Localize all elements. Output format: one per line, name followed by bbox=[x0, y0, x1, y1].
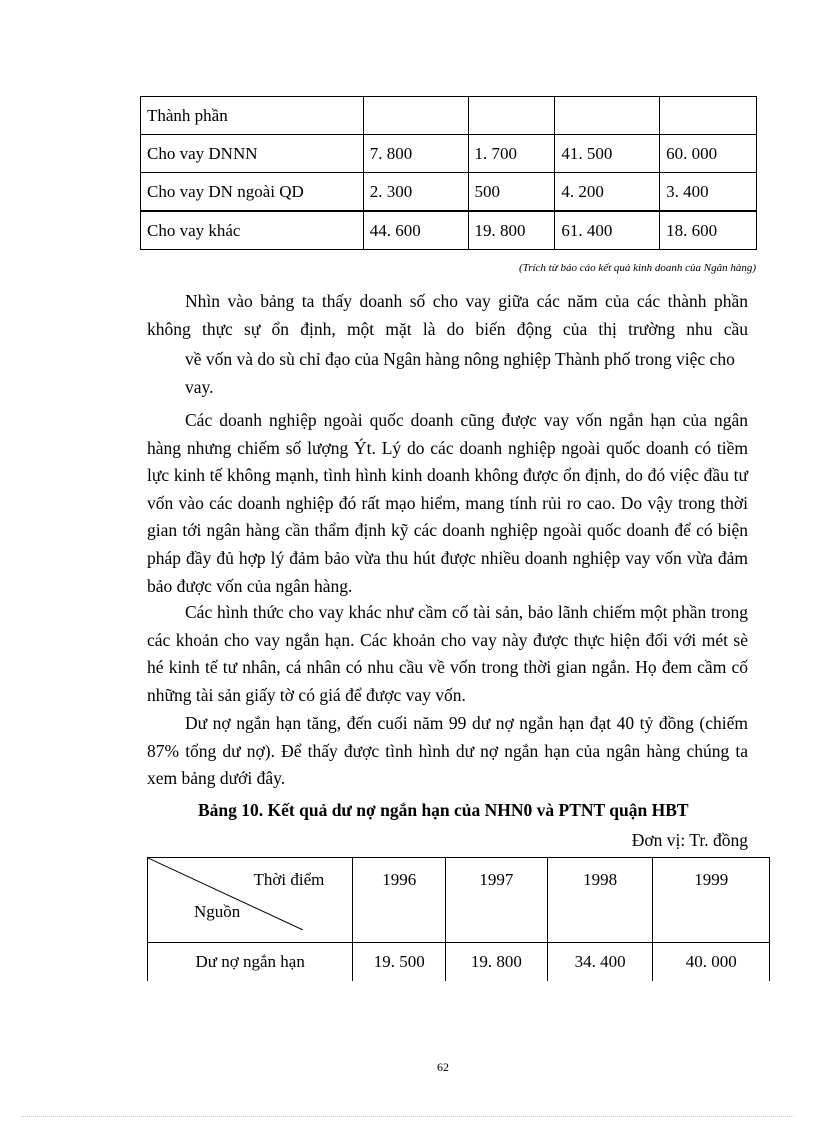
table-cell: 2. 300 bbox=[363, 173, 468, 212]
table-cell: 3. 400 bbox=[660, 173, 757, 212]
table-cell bbox=[660, 97, 757, 135]
table-cell: 19. 800 bbox=[468, 211, 555, 250]
table-header-row bbox=[148, 858, 770, 943]
table-cell: 34. 400 bbox=[547, 943, 653, 982]
paragraph-4 bbox=[147, 599, 748, 709]
paragraph-2 bbox=[185, 346, 748, 401]
table-cell: 41. 500 bbox=[555, 135, 660, 173]
table-cell bbox=[555, 97, 660, 135]
footer-divider bbox=[22, 1116, 794, 1117]
year-header: 1998 bbox=[547, 858, 653, 943]
table-cell: Thành phần bbox=[141, 97, 364, 135]
row-label: Dư nợ ngắn hạn bbox=[148, 943, 353, 982]
paragraph-5 bbox=[147, 710, 748, 793]
short-term-debt-table bbox=[147, 857, 770, 981]
diagonal-header-cell bbox=[148, 858, 353, 943]
table-cell: Cho vay DNNN bbox=[141, 135, 364, 173]
table-cell: 44. 600 bbox=[363, 211, 468, 250]
table-cell: 40. 000 bbox=[653, 943, 770, 982]
table-cell bbox=[363, 97, 468, 135]
page-number: 62 bbox=[437, 1060, 449, 1074]
table-cell: 19. 800 bbox=[446, 943, 548, 982]
year-header: 1997 bbox=[446, 858, 548, 943]
paragraph-5-text: Dư nợ ngắn hạn tăng, đến cuối năm 99 dư nợ ngắn hạn đạt 40 tỷ đồng (chiếm 87% tổng dư nợ). Để thấy được tình hình dư nợ ngắn hạn của ngân hàng chúng ta xem bảng dưới đây. bbox=[147, 713, 748, 789]
table-caption: Bảng 10. Kết quả dư nợ ngắn hạn của NHN0 và PTNT quận HBT bbox=[198, 800, 689, 820]
paragraph-2-text: về vốn và do sù chỉ đạo của Ngân hàng nông nghiệp Thành phố trong việc cho vay. bbox=[185, 349, 735, 397]
paragraph-1 bbox=[147, 288, 748, 343]
unit-label: Đơn vị: Tr. đồng bbox=[631, 830, 748, 850]
diagonal-line bbox=[148, 858, 353, 930]
table-cell: Cho vay khác bbox=[141, 211, 364, 250]
loan-composition-table bbox=[140, 96, 757, 250]
table-cell: 4. 200 bbox=[555, 173, 660, 212]
table-cell: 500 bbox=[468, 173, 555, 212]
table-row bbox=[141, 97, 757, 135]
paragraph-1-text: Nhìn vào bảng ta thấy doanh số cho vay giữa các năm của các thành phần không thực sự ổn định, một mặt là do biến động của thị trường nhu cầu bbox=[147, 291, 748, 339]
table-row bbox=[148, 943, 770, 982]
year-header: 1996 bbox=[353, 858, 446, 943]
header-time-label: Thời điểm bbox=[253, 870, 325, 889]
header-source-label: Nguồn bbox=[194, 902, 241, 921]
paragraph-3 bbox=[147, 407, 748, 600]
paragraph-4-text: Các hình thức cho vay khác như cầm cố tài sản, bảo lãnh chiếm một phần trong các khoản cho vay ngắn hạn. Các khoản cho vay này được thực hiện đối với mét sè hé kinh tế tư nhân, cá nhân có nhu cầu về vốn trong thời gian ngắn. Họ đem cầm cố những tài sản giấy tờ có giá để được vay vốn. bbox=[147, 602, 748, 705]
table-source-note: (Trích từ báo cáo kết quả kinh doanh của Ngân hàng) bbox=[519, 262, 756, 274]
table-cell: 1. 700 bbox=[468, 135, 555, 173]
table-cell: 18. 600 bbox=[660, 211, 757, 250]
paragraph-3-text: Các doanh nghiệp ngoài quốc doanh cũng được vay vốn ngắn hạn của ngân hàng nhưng chiếm số lượng Ýt. Lý do các doanh nghiệp ngoài quốc doanh có tiềm lực kinh tế không mạnh, tình hình kinh doanh không được ổn định, do đó việc đầu tư vốn vào các doanh nghiệp đó rất mạo hiểm, mang tính rủi ro cao. Do vậy trong thời gian tới ngân hàng cần thẩm định kỹ các doanh nghiệp ngoài quốc doanh để có biện pháp đầy đủ hợp lý đảm bảo vừa thu hút được nhiều doanh nghiệp vay vốn vừa đảm bảo được vốn của ngân hàng. bbox=[147, 410, 748, 596]
table-cell: 19. 500 bbox=[353, 943, 446, 982]
table-row bbox=[141, 173, 757, 212]
table-cell: 61. 400 bbox=[555, 211, 660, 250]
table-cell: 60. 000 bbox=[660, 135, 757, 173]
table-cell bbox=[468, 97, 555, 135]
table-cell: Cho vay DN ngoài QD bbox=[141, 173, 364, 212]
table-cell: 7. 800 bbox=[363, 135, 468, 173]
table-row bbox=[141, 211, 757, 250]
year-header: 1999 bbox=[653, 858, 770, 943]
table-row bbox=[141, 135, 757, 173]
